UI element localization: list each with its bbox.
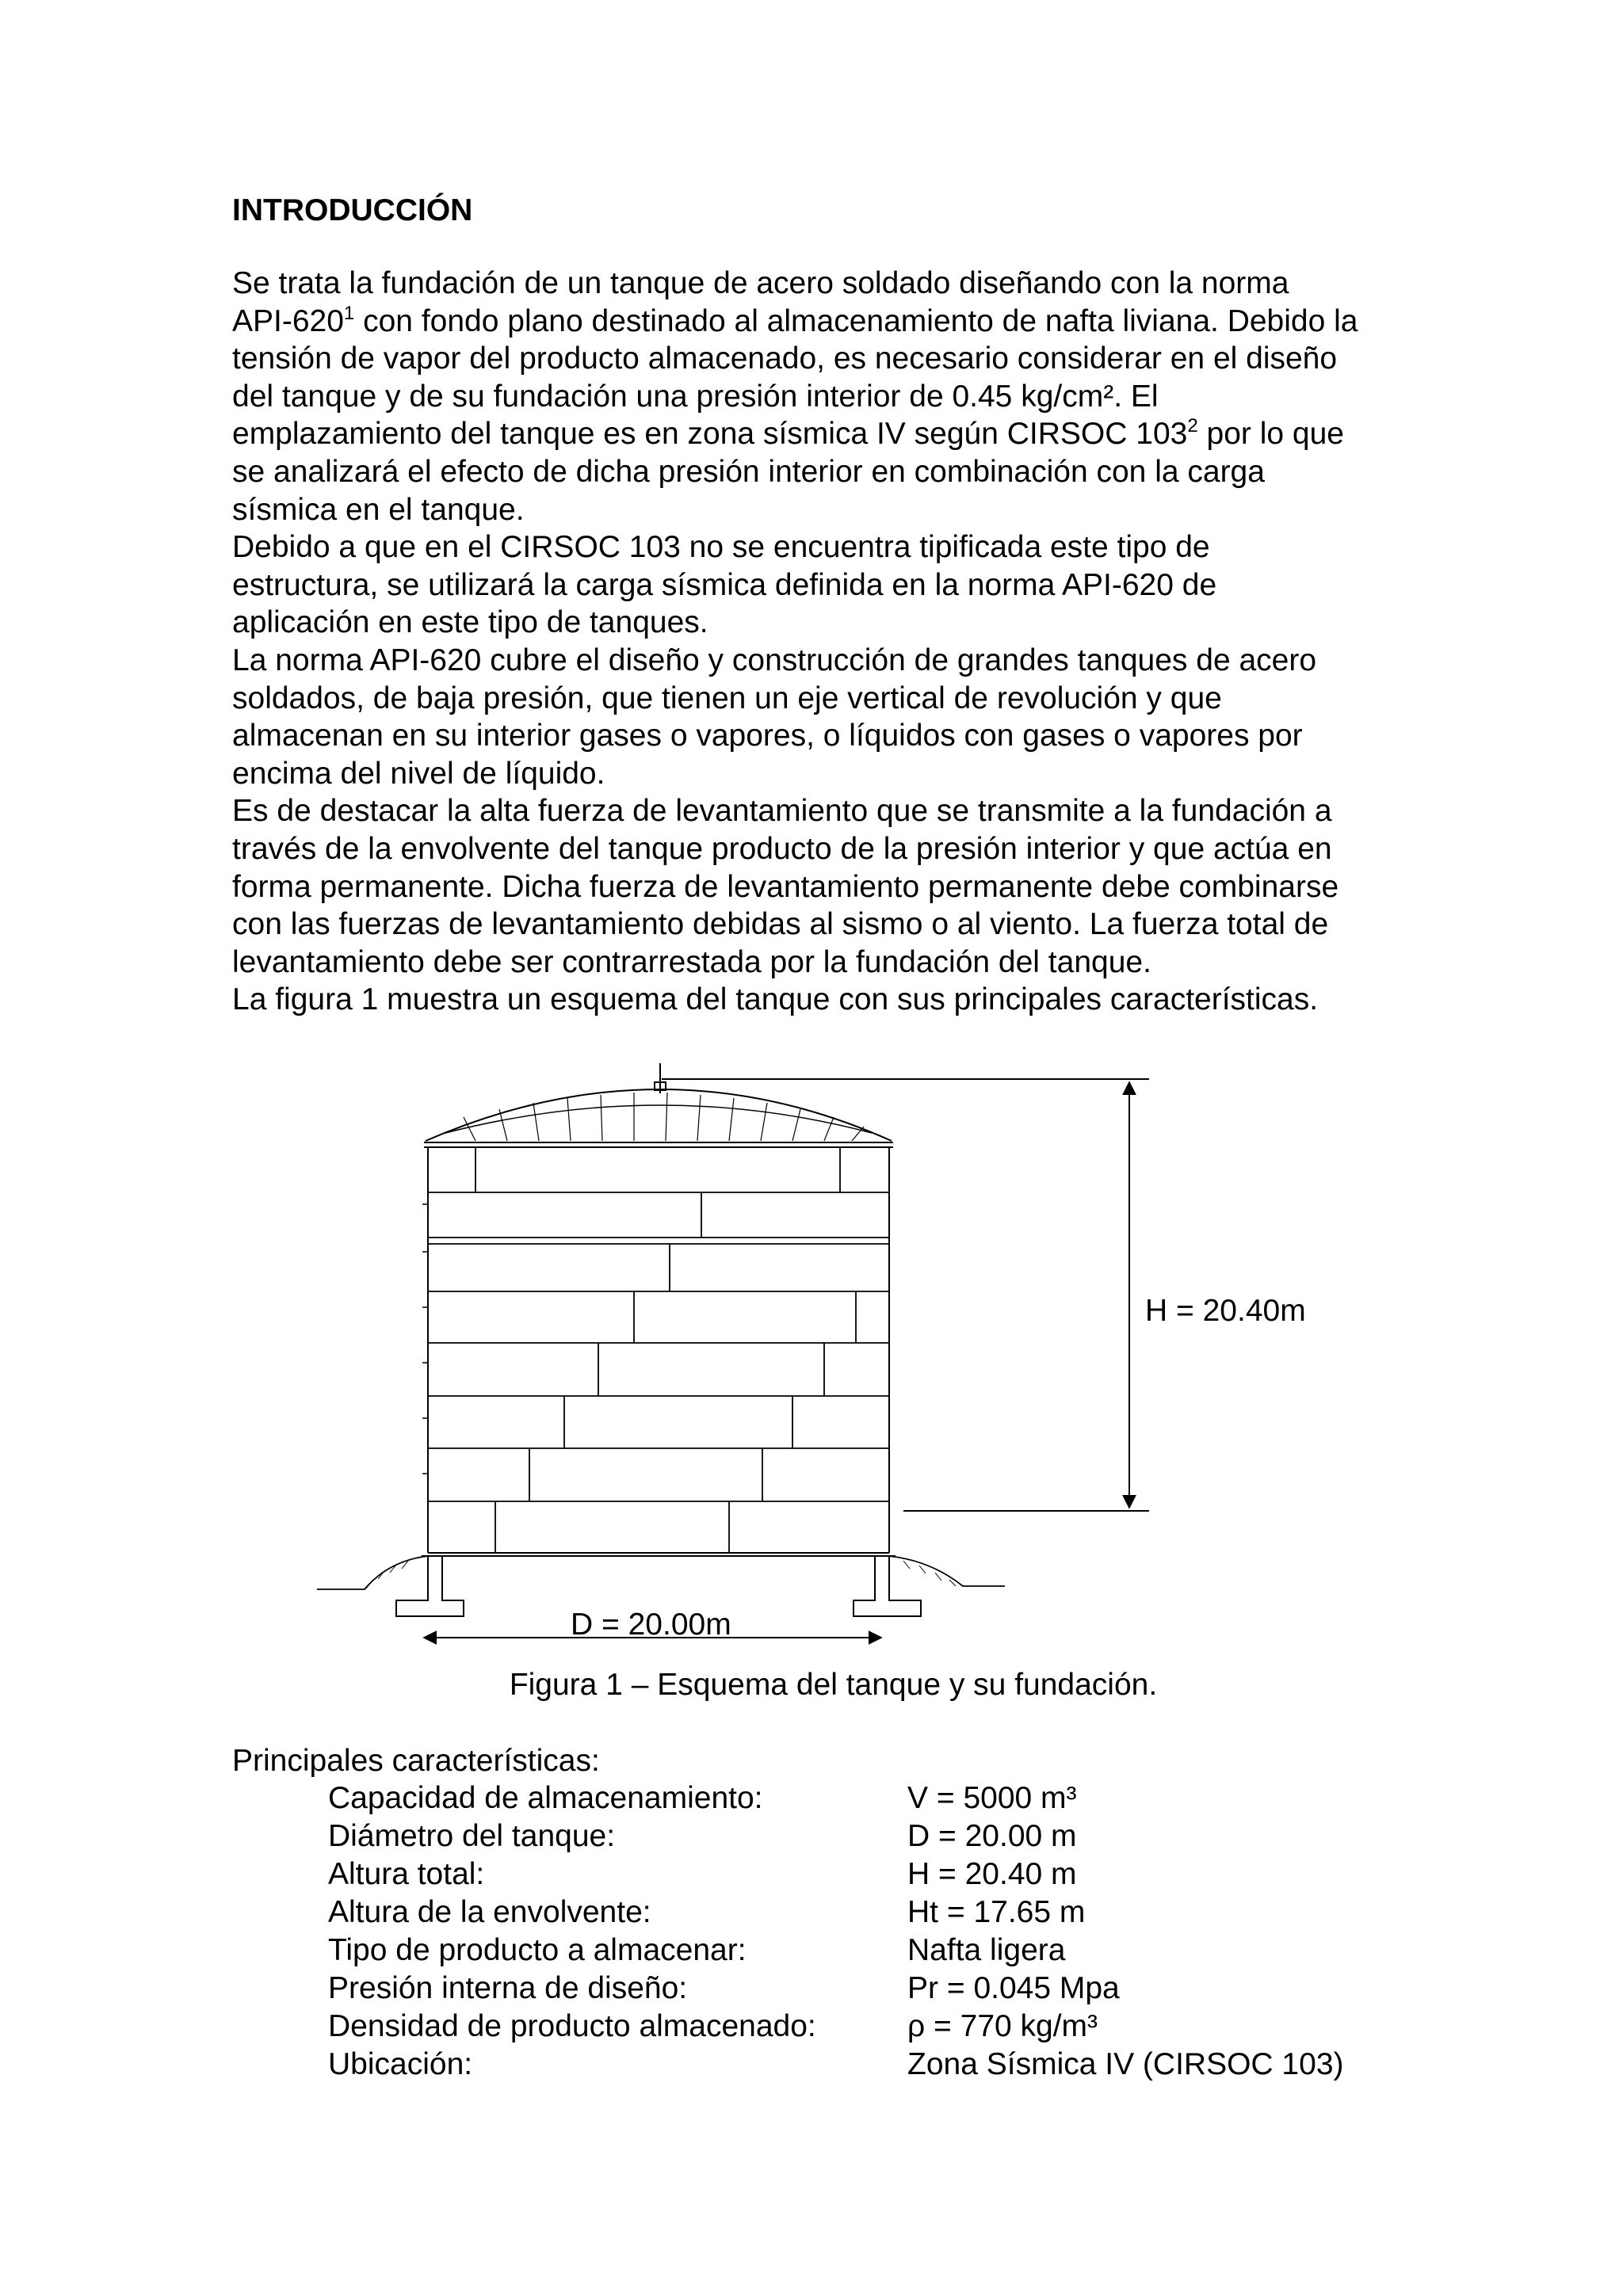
tank-figure: [0, 1054, 1623, 1656]
text-line: Debido a que en el CIRSOC 103 no se encuentra tipificada este tipo de: [232, 530, 1210, 565]
text-line: emplazamiento del tanque es en zona sísmica IV según CIRSOC $103^2$ por lo que: [232, 415, 1344, 452]
ring-foundation-left: [396, 1556, 464, 1616]
text-line: sísmica en el tanque.: [232, 492, 525, 527]
height-label: H = 20.40m: [1145, 1294, 1306, 1328]
section-heading: INTRODUCCIÓN: [232, 193, 473, 227]
text-line: del tanque y de su fundación una presión interior de 0.45 kg/cm². El: [232, 379, 1159, 414]
property-label: Tipo de producto a almacenar:: [328, 1933, 747, 1967]
text-line: La figura 1 muestra un esquema del tanque con sus principales características.: [232, 982, 1319, 1017]
text-line: levantamiento debe ser contrarrestada por la fundación del tanque.: [232, 944, 1151, 979]
property-value: Zona Sísmica IV (CIRSOC 103): [907, 2047, 1344, 2081]
ground-left: [317, 1556, 428, 1589]
text-line: API-$620^1$ con fondo plano destinado al almacenamiento de nafta liviana. Debido la: [232, 302, 1358, 338]
property-value: ρ = 770 kg/m³: [907, 2009, 1098, 2043]
figure-caption: Figura 1 – Esquema del tanque y su fundación.: [509, 1668, 1158, 1702]
text-line: soldados, de baja presión, que tienen un eje vertical de revolución y que: [232, 681, 1222, 715]
diameter-label: D = 20.00m: [571, 1608, 731, 1642]
property-label: Presión interna de diseño:: [328, 1971, 688, 2005]
height-dimension: [662, 1079, 1149, 1511]
tank-body: [317, 1063, 1005, 1616]
text-line: través de la envolvente del tanque producto de la presión interior y que actúa en: [232, 831, 1332, 866]
text-line: La norma API-620 cubre el diseño y construcción de grandes tanques de acero: [232, 643, 1317, 677]
roof-dome: [426, 1089, 892, 1141]
property-value: H = 20.40 m: [907, 1857, 1077, 1891]
footnote-ref-2: 2: [1187, 415, 1198, 437]
ring-foundation-right: [854, 1556, 921, 1616]
ground-hatch: [366, 1561, 956, 1589]
property-label: Diámetro del tanque:: [328, 1819, 616, 1853]
property-label: Altura de la envolvente:: [328, 1895, 651, 1929]
property-value: D = 20.00 m: [907, 1819, 1077, 1853]
text-line: Es de destacar la alta fuerza de levantamiento que se transmite a la fundación a: [232, 794, 1332, 829]
text-line: almacenan en su interior gases o vapores, o líquidos con gases o vapores por: [232, 719, 1303, 753]
text-line: tensión de vapor del producto almacenado, es necesario considerar en el diseño: [232, 341, 1338, 376]
text-line: con las fuerzas de levantamiento debidas al sismo o al viento. La fuerza total de: [232, 907, 1329, 942]
property-value: Pr = 0.045 Mpa: [907, 1971, 1120, 2005]
shell-clips: [422, 1204, 428, 1474]
text-line: se analizará el efecto de dicha presión interior en combinación con la carga: [232, 454, 1265, 489]
text-line: encima del nivel de líquido.: [232, 756, 605, 791]
property-label: Capacidad de almacenamiento:: [328, 1781, 763, 1815]
text-line: forma permanente. Dicha fuerza de levantamiento permanente debe combinarse: [232, 869, 1339, 904]
ground-right: [889, 1556, 1005, 1586]
shell-courses: [428, 1147, 889, 1553]
text-line: aplicación en este tipo de tanques.: [232, 605, 708, 640]
property-label: Ubicación:: [328, 2047, 473, 2081]
property-value: V = 5000 m³: [907, 1781, 1077, 1815]
property-value: Ht = 17.65 m: [907, 1895, 1086, 1929]
body-text: [232, 265, 1453, 1019]
text-line: Se trata la fundación de un tanque de acero soldado diseñando con la norma: [232, 266, 1289, 300]
properties-title: Principales características:: [232, 1744, 600, 1778]
footnote-ref-1: 1: [343, 302, 355, 324]
property-value: Nafta ligera: [907, 1933, 1066, 1967]
property-label: Altura total:: [328, 1857, 485, 1891]
text-line: estructura, se utilizará la carga sísmica definida en la norma API-620 de: [232, 567, 1217, 602]
property-label: Densidad de producto almacenado:: [328, 2009, 816, 2043]
tank-drawing: [0, 1054, 1623, 1656]
roof-inner-arc: [445, 1105, 872, 1133]
